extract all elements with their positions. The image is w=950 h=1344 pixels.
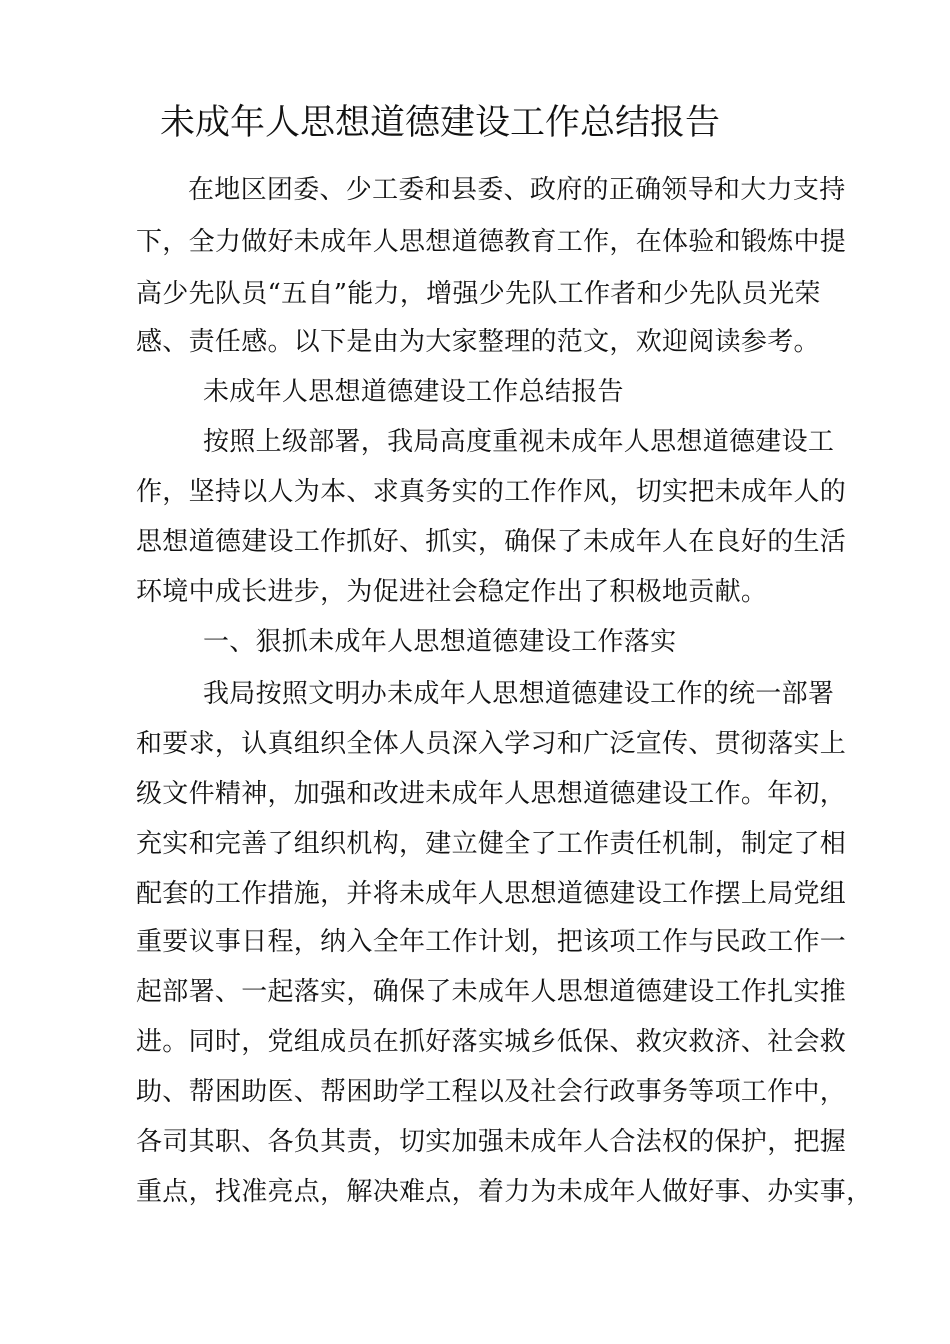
paragraph-line: 环境中成长进步，为促进社会稳定作出了积极地贡献。	[136, 577, 768, 607]
paragraph-line: 和要求，认真组织全体人员深入学习和广泛宣传、贯彻落实上	[136, 729, 847, 759]
document-title: 未成年人思想道德建设工作总结报告	[160, 103, 721, 143]
section-heading: 一、狠抓未成年人思想道德建设工作落实	[203, 627, 677, 657]
paragraph-line: 起部署、一起落实，确保了未成年人思想道德建设工作扎实推	[136, 977, 847, 1007]
paragraph-line: 我局按照文明办未成年人思想道德建设工作的统一部署	[203, 679, 835, 709]
paragraph-line: 思想道德建设工作抓好、抓实，确保了未成年人在良好的生活	[136, 527, 847, 557]
paragraph-line: 级文件精神，加强和改进未成年人思想道德建设工作。年初，	[136, 779, 847, 809]
paragraph-line: 助、帮困助医、帮困助学工程以及社会行政事务等项工作中，	[136, 1077, 847, 1107]
section-heading: 未成年人思想道德建设工作总结报告	[203, 377, 624, 407]
paragraph-line: 配套的工作措施，并将未成年人思想道德建设工作摆上局党组	[136, 879, 847, 909]
paragraph-line: 进。同时，党组成员在抓好落实城乡低保、救灾救济、社会救	[136, 1027, 847, 1057]
paragraph-line: 在地区团委、少工委和县委、政府的正确领导和大力支持	[188, 175, 846, 205]
paragraph-line: 各司其职、各负其责，切实加强未成年人合法权的保护，把握	[136, 1127, 847, 1157]
paragraph-line: 感、责任感。以下是由为大家整理的范文，欢迎阅读参考。	[136, 327, 820, 357]
paragraph-line: 作，坚持以人为本、求真务实的工作作风，切实把未成年人的	[136, 477, 847, 507]
paragraph-line: 重点，找准亮点，解决难点，着力为未成年人做好事、办实事，	[136, 1177, 873, 1207]
paragraph-line: 按照上级部署，我局高度重视未成年人思想道德建设工	[203, 427, 835, 457]
paragraph-line: 高少先队员“五自”能力，增强少先队工作者和少先队员光荣	[136, 279, 821, 309]
paragraph-line: 下，全力做好未成年人思想道德教育工作，在体验和锻炼中提	[136, 227, 847, 257]
paragraph-line: 重要议事日程，纳入全年工作计划，把该项工作与民政工作一	[136, 927, 847, 957]
paragraph-line: 充实和完善了组织机构，建立健全了工作责任机制，制定了相	[136, 829, 847, 859]
